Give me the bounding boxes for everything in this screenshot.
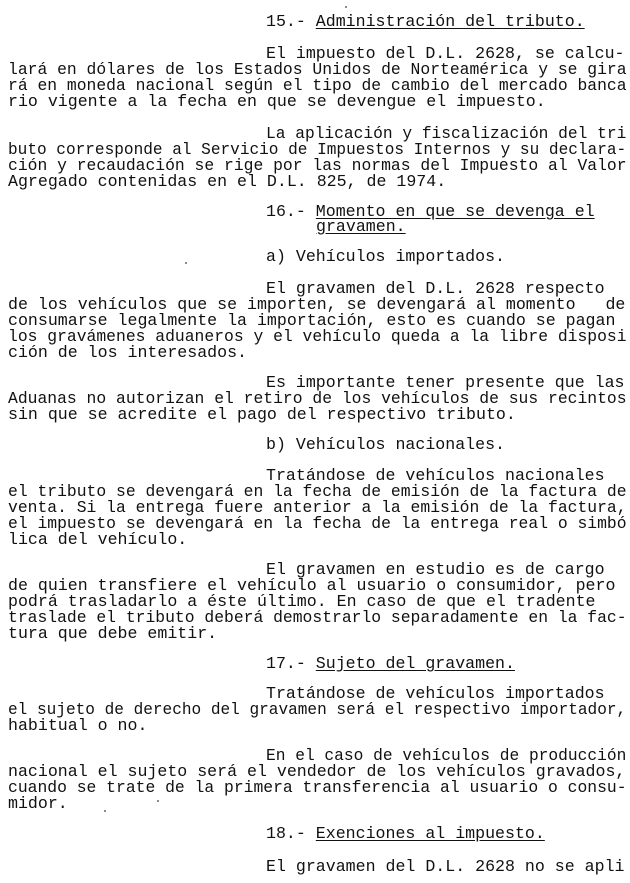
text-line: Aduanas no autorizan el retiro de los vehículos de sus recintos: [8, 389, 627, 408]
subsection-b-heading: b) Vehículos nacionales.: [266, 435, 505, 454]
text-line: rio vigente a la fecha en que se devengue el impuesto.: [8, 92, 546, 111]
text-line: podrá trasladarlo a éste último. En caso de que el tradente: [8, 592, 596, 611]
text-line: El gravamen del D.L. 2628 respecto: [266, 279, 605, 298]
text-line: buto corresponde al Servicio de Impuestos Internos y su declara-: [8, 140, 627, 159]
text-line: de quien transfiere el vehículo al usuario o consumidor, pero: [8, 576, 616, 595]
text-line: lará en dólares de los Estados Unidos de Norteamérica y se gira: [8, 60, 627, 79]
section-18-heading: [266, 826, 545, 842]
text-line: El gravamen del D.L. 2628 no se apli: [266, 857, 625, 876]
section-number: 15.-: [266, 12, 316, 31]
text-line: lica del vehículo.: [8, 530, 188, 549]
text-line: rá en moneda nacional según el tipo de cambio del mercado banca: [8, 76, 627, 95]
text-line: tura que debe emitir.: [8, 624, 218, 643]
text-line: Tratándose de vehículos importados: [266, 684, 605, 703]
section-number: 17.-: [266, 654, 316, 673]
section-title: Administración del tributo.: [315, 12, 585, 31]
text-line: Es importante tener presente que las: [266, 373, 625, 392]
section-title-continued: gravamen.: [316, 217, 406, 236]
text-line: cuando se trate de la primera transferencia al usuario o consu-: [8, 778, 627, 797]
text-line: los gravámenes aduaneros y el vehículo queda a la libre disposi: [8, 327, 627, 346]
text-line: habitual o no.: [8, 716, 148, 735]
subsection-a-heading: a) Vehículos importados.: [266, 247, 505, 266]
text-line: el tributo se devengará en la fecha de emisión de la factura de: [8, 482, 627, 501]
text-line: nacional el sujeto será el vendedor de los vehículos gravados,: [8, 762, 626, 781]
text-line: ción y recaudación se rige por las normas del Impuesto al Valor: [8, 156, 627, 175]
text-line: El impuesto del D.L. 2628, se calcu-: [266, 44, 625, 63]
section-number: 18.-: [266, 824, 316, 843]
text-line: consumarse legalmente la importación, esto es cuando se pagan: [8, 311, 616, 330]
section-17-heading: [266, 656, 515, 672]
text-line: midor.: [8, 794, 68, 813]
scan-speck: [104, 810, 106, 812]
text-line: el impuesto se devengará en la fecha de la entrega real o simbó: [8, 514, 627, 533]
section-title: Sujeto del gravamen.: [315, 654, 515, 673]
scan-speck: [185, 262, 187, 264]
scan-speck: [157, 800, 159, 802]
scan-speck: [345, 6, 347, 8]
text-line: ción de los interesados.: [8, 343, 247, 362]
text-line: La aplicación y fiscalización del tri: [266, 124, 627, 143]
text-line: Agregado contenidas en el D.L. 825, de 1974.: [8, 172, 447, 191]
text-line: el sujeto de derecho del gravamen será el respectivo importador,: [8, 700, 627, 719]
text-line: El gravamen en estudio es de cargo: [266, 560, 605, 579]
text-line: En el caso de vehículos de producción: [266, 746, 627, 765]
text-line: traslade el tributo deberá demostrarlo separadamente en la fac-: [8, 608, 627, 627]
text-line: Tratándose de vehículos nacionales: [266, 466, 605, 485]
text-line: de los vehículos que se importen, se devengará al momento de: [8, 295, 626, 314]
text-line: venta. Si la entrega fuere anterior a la emisión de la factura,: [8, 498, 627, 517]
section-title: Exenciones al impuesto.: [315, 824, 545, 843]
section-15-heading: [266, 14, 585, 30]
text-line: sin que se acredite el pago del respectivo tributo.: [8, 405, 516, 424]
section-title: Momento en que se devenga el: [315, 202, 595, 221]
section-number: 16.-: [266, 202, 316, 221]
